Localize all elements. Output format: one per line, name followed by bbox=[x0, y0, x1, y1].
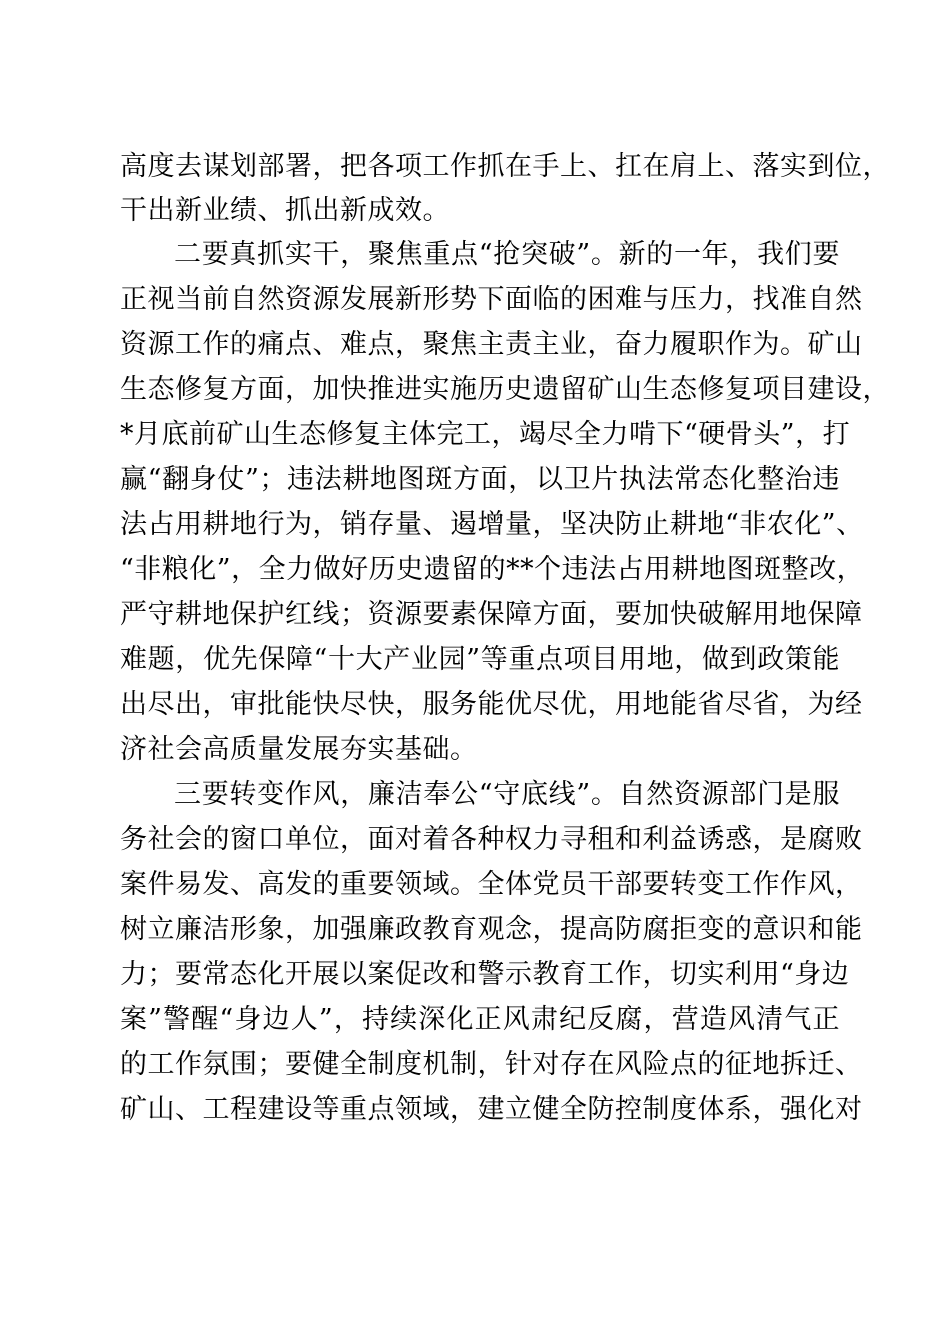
text-line-5: 资源工作的痛点、难点，聚焦主责主业，奋力履职作为。矿山 bbox=[120, 329, 863, 360]
text-line-12: 难题，优先保障“十大产业园”等重点项目用地，做到政策能 bbox=[120, 644, 840, 675]
text-line-4: 正视当前自然资源发展新形势下面临的困难与压力，找准自然 bbox=[120, 284, 863, 315]
text-line-16: 务社会的窗口单位，面对着各种权力寻租和利益诱惑，是腐败 bbox=[120, 824, 863, 855]
text-line-21: 的工作氛围；要健全制度机制，针对存在风险点的征地拆迁、 bbox=[120, 1049, 863, 1080]
text-line-18: 树立廉洁形象，加强廉政教育观念，提高防腐拒变的意识和能 bbox=[120, 914, 863, 945]
text-line-8: 赢“翻身仗”；违法耕地图斑方面，以卫片执法常态化整治违 bbox=[120, 464, 840, 495]
text-line-14: 济社会高质量发展夯实基础。 bbox=[120, 734, 478, 765]
text-line-1: 高度去谋划部署，把各项工作抓在手上、扛在肩上、落实到位， bbox=[120, 151, 890, 182]
text-line-10: “非粮化”，全力做好历史遗留的**个违法占用耕地图斑整改， bbox=[120, 554, 865, 585]
paragraph-3-first-line: 三要转变作风，廉洁奉公“守底线”。自然资源部门是服 bbox=[174, 779, 840, 810]
text-line-6: 生态修复方面，加快推进实施历史遗留矿山生态修复项目建设， bbox=[120, 374, 890, 405]
text-line-17: 案件易发、高发的重要领域。全体党员干部要转变工作作风， bbox=[120, 869, 863, 900]
text-line-20: 案”警醒“身边人”，持续深化正风肃纪反腐，营造风清气正 bbox=[120, 1004, 840, 1035]
paragraph-2-first-line: 二要真抓实干，聚焦重点“抢突破”。新的一年，我们要 bbox=[174, 239, 840, 270]
text-line-7: *月底前矿山生态修复主体完工，竭尽全力啃下“硬骨头”，打 bbox=[120, 419, 851, 450]
text-line-11: 严守耕地保护红线；资源要素保障方面，要加快破解用地保障 bbox=[120, 599, 863, 630]
text-line-22: 矿山、工程建设等重点领域，建立健全防控制度体系，强化对 bbox=[120, 1094, 863, 1125]
text-line-19: 力；要常态化开展以案促改和警示教育工作，切实利用“身边 bbox=[120, 959, 850, 990]
text-line-13: 出尽出，审批能快尽快，服务能优尽优，用地能省尽省，为经 bbox=[120, 689, 863, 720]
text-line-9: 法占用耕地行为，销存量、遏增量，坚决防止耕地“非农化”、 bbox=[120, 509, 864, 540]
text-line-2: 干出新业绩、抓出新成效。 bbox=[120, 195, 450, 226]
